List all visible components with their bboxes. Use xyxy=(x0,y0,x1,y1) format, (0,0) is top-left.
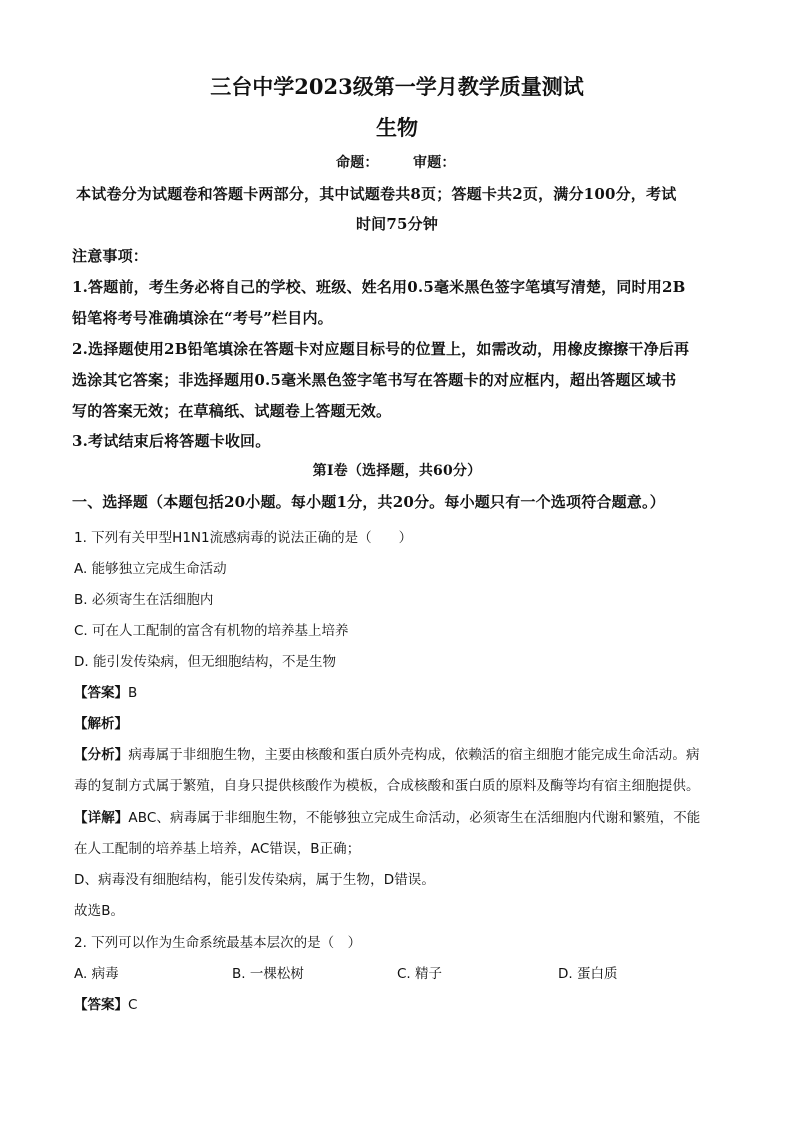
fenxi-line-1 xyxy=(74,743,700,763)
q1-answer: B xyxy=(128,685,138,701)
fenxi-tag: 【分析】 xyxy=(74,747,129,763)
notice-1a: 1.答题前，考生务必将自己的学校、班级、姓名用0.5毫米黑色签字笔填写清楚，同时用2B xyxy=(72,278,686,296)
q1-option-a: A. 能够独立完成生命活动 xyxy=(74,561,227,577)
fenxi-line-2: 毒的复制方式属于繁殖，自身只提供核酸作为模板，合成核酸和蛋白质的原料及酶等均有宿主细胞提供。 xyxy=(74,778,700,794)
notice-2b: 选涂其它答案；非选择题用0.5毫米黑色签字笔书写在答题卡的对应框内，超出答题区域书 xyxy=(72,371,677,389)
propose-label: 命题： xyxy=(336,155,379,171)
q2-option-c: C. 精子 xyxy=(397,966,443,982)
notice-heading: 注意事项： xyxy=(72,247,149,265)
q1-stem: 1. 下列有关甲型H1N1流感病毒的说法正确的是（ ） xyxy=(74,530,413,546)
fenxi-text-1: 病毒属于非细胞生物，主要由核酸和蛋白质外壳构成，依赖活的宿主细胞才能完成生命活动。病 xyxy=(128,747,700,763)
q2-option-b: B. 一棵松树 xyxy=(232,966,304,982)
notice-3: 3.考试结束后将答题卡收回。 xyxy=(72,432,271,450)
q1-option-c: C. 可在人工配制的富含有机物的培养基上培养 xyxy=(74,623,349,639)
answer-tag: 【答案】 xyxy=(74,997,128,1013)
answer-tag: 【答案】 xyxy=(74,685,128,701)
q1-option-d: D. 能引发传染病，但无细胞结构，不是生物 xyxy=(74,654,336,670)
q1-conclusion: 故选B。 xyxy=(74,903,125,919)
exam-title: 三台中学2023级第一学月教学质量测试 xyxy=(210,74,584,99)
xiangjie-line-2: 在人工配制的培养基上培养，AC错误，B正确； xyxy=(74,841,361,857)
section-title: 第Ⅰ卷（选择题，共60分） xyxy=(312,463,482,479)
review-label: 审题： xyxy=(413,155,456,171)
xiangjie-text-1: ABC、病毒属于非细胞生物，不能够独立完成生命活动，必须寄生在活细胞内代谢和繁殖，不能 xyxy=(128,810,701,826)
intro-line-2: 时间75分钟 xyxy=(355,215,439,233)
q2-stem: 2. 下列可以作为生命系统最基本层次的是（ ） xyxy=(74,935,362,951)
part-heading: 一、选择题（本题包括20小题。每小题1分，共20分。每小题只有一个选项符合题意。） xyxy=(72,493,665,511)
analysis-tag: 【解析】 xyxy=(74,716,128,732)
q1-answer-line xyxy=(74,681,137,701)
q2-answer: C xyxy=(128,997,138,1013)
notice-2c: 写的答案无效；在草稿纸、试题卷上答题无效。 xyxy=(72,402,392,420)
subject-title: 生物 xyxy=(376,115,418,140)
q2-option-a: A. 病毒 xyxy=(74,966,119,982)
xiangjie-tag: 【详解】 xyxy=(74,810,129,826)
intro-line-1: 本试卷分为试题卷和答题卡两部分，其中试题卷共8页；答题卡共2页，满分100分，考试 xyxy=(76,185,677,203)
notice-2a: 2.选择题使用2B铅笔填涂在答题卡对应题目标号的位置上，如需改动，用橡皮擦擦干净后再 xyxy=(72,340,690,358)
q2-option-d: D. 蛋白质 xyxy=(558,966,618,982)
q2-answer-line xyxy=(74,993,137,1013)
xiangjie-line-1 xyxy=(74,806,700,826)
xiangjie-line-3: D、病毒没有细胞结构，能引发传染病，属于生物，D错误。 xyxy=(74,872,435,888)
q1-option-b: B. 必须寄生在活细胞内 xyxy=(74,592,214,608)
notice-1b: 铅笔将考号准确填涂在“考号”栏目内。 xyxy=(72,309,333,327)
